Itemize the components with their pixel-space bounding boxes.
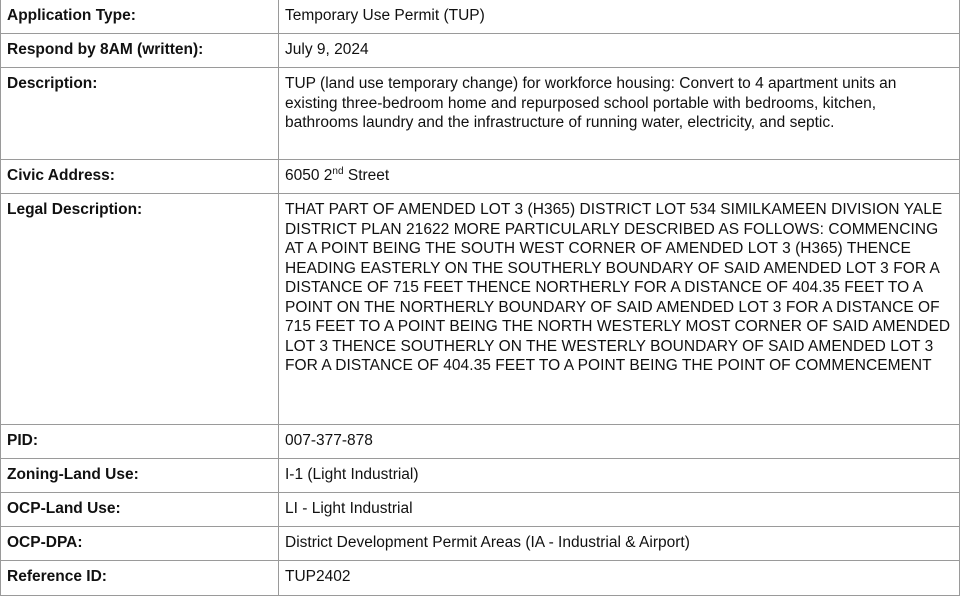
ocp-dpa-label: OCP-DPA: <box>1 527 279 561</box>
ocp-land-use-value: LI - Light Industrial <box>279 493 960 527</box>
row-ocp-land-use <box>1 493 960 527</box>
zoning-land-use-label: Zoning-Land Use: <box>1 459 279 493</box>
ocp-land-use-label: OCP-Land Use: <box>1 493 279 527</box>
civic-address-label: Civic Address: <box>1 160 279 194</box>
row-pid <box>1 425 960 459</box>
row-legal-description <box>1 194 960 425</box>
civic-address-value <box>279 160 960 194</box>
application-type-value: Temporary Use Permit (TUP) <box>279 0 960 34</box>
legal-description-label: Legal Description: <box>1 194 279 425</box>
row-application-type <box>1 0 960 34</box>
row-respond-by <box>1 34 960 68</box>
row-zoning-land-use <box>1 459 960 493</box>
pid-label: PID: <box>1 425 279 459</box>
legal-description-value: THAT PART OF AMENDED LOT 3 (H365) DISTRICT LOT 534 SIMILKAMEEN DIVISION YALE DISTRICT PLAN 21622 MORE PARTICULARLY DESCRIBED AS FOLLOWS: COMMENCING AT A POINT BEING THE SOUTH WEST CORNER OF AMENDED LOT 3 (H365) THENCE HEADING EASTERLY ON THE SOUTHERLY BOUNDARY OF SAID AMENDED LOT 3 FOR A DISTANCE OF 715 FEET THENCE NORTHERLY FOR A DISTANCE OF 404.35 FEET TO A POINT ON THE NORTHERLY BOUNDARY OF SAID AMENDED LOT 3 FOR A DISTANCE OF 715 FEET TO A POINT BEING THE NORTH WESTERLY MOST CORNER OF SAID AMENDED LOT 3 THENCE SOUTHERLY ON THE WESTERLY BOUNDARY OF SAID AMENDED LOT 3 FOR A DISTANCE OF 404.35 FEET TO A POINT BEING THE POINT OF COMMENCEMENT <box>279 194 960 425</box>
ocp-dpa-value: District Development Permit Areas (IA - Industrial & Airport) <box>279 527 960 561</box>
reference-id-label: Reference ID: <box>1 561 279 596</box>
row-civic-address <box>1 160 960 194</box>
row-ocp-dpa <box>1 527 960 561</box>
respond-by-value: July 9, 2024 <box>279 34 960 68</box>
zoning-land-use-value: I-1 (Light Industrial) <box>279 459 960 493</box>
respond-by-label: Respond by 8AM (written): <box>1 34 279 68</box>
civic-address-ordinal-suffix: nd <box>332 165 344 177</box>
application-type-label: Application Type: <box>1 0 279 34</box>
civic-address-street: Street <box>343 167 390 184</box>
reference-id-value: TUP2402 <box>279 561 960 596</box>
description-value: TUP (land use temporary change) for workforce housing: Convert to 4 apartment units an existing three-bedroom home and repurposed school portable with bedrooms, kitchen, bathrooms laundry and the infrastructure of running water, electricity, and septic. <box>279 68 960 160</box>
description-label: Description: <box>1 68 279 160</box>
pid-value: 007-377-878 <box>279 425 960 459</box>
row-description <box>1 68 960 160</box>
civic-address-number: 6050 2 <box>285 167 333 184</box>
row-reference-id <box>1 561 960 596</box>
